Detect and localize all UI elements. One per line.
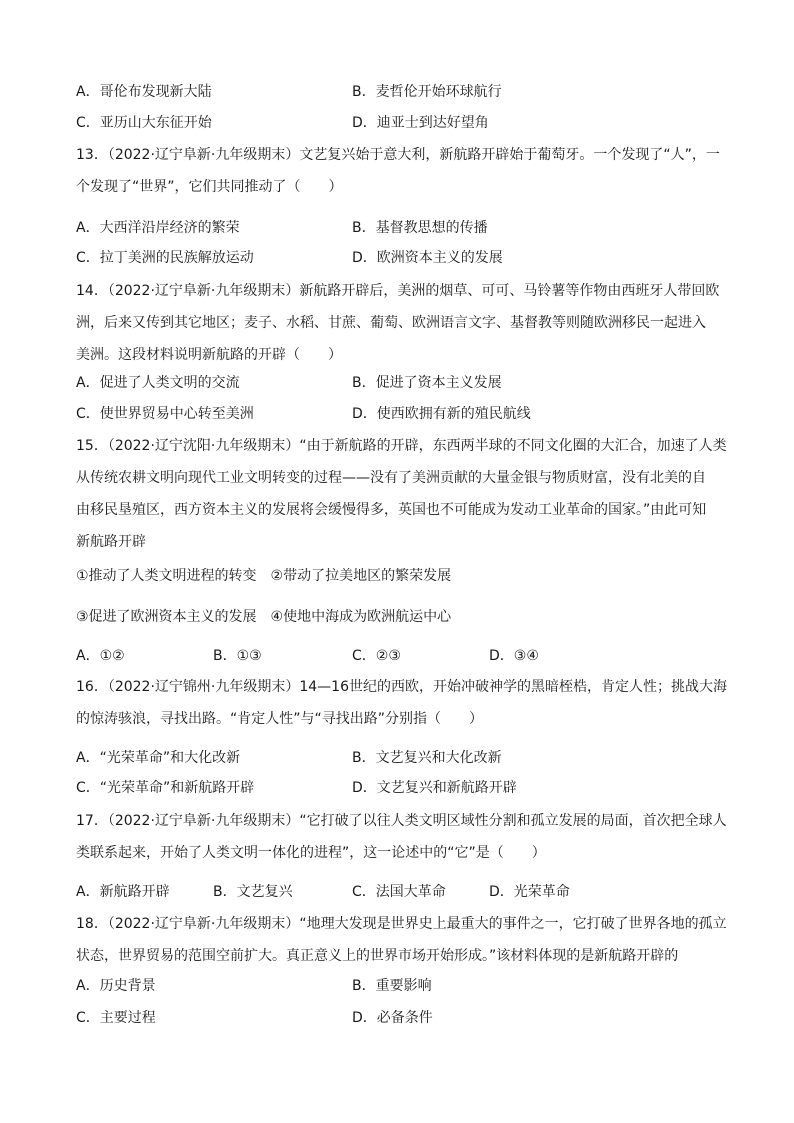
q14-option-c[interactable]: C．使世界贸易中心转至美洲 bbox=[76, 406, 254, 422]
q12-option-a[interactable]: A．哥伦布发现新大陆 bbox=[76, 84, 212, 100]
q16-stem-line: 的惊涛骇浪，寻找出路。“肯定人性”与“寻找出路”分别指（ ） bbox=[76, 711, 484, 727]
q13-stem-line: 个发现了“世界”，它们共同推动了（ ） bbox=[76, 179, 343, 195]
q15-stem-line: 由移民垦殖区，西方资本主义的发展将会缓慢得多，英国也不可能成为发动工业革命的国家。”由此可知 bbox=[76, 502, 707, 518]
q15-option-c[interactable]: C．②③ bbox=[352, 648, 401, 664]
q18-stem bbox=[76, 914, 727, 966]
q15-stem-line: 15．（2022·辽宁沈阳·九年级期末）“由于新航路的开辟，东西两半球的不同文化圈的大汇合，加速了人类 bbox=[76, 438, 727, 454]
q13-option-a[interactable]: A．大西洋沿岸经济的繁荣 bbox=[76, 220, 240, 236]
q14-stem-line: 美洲。这段材料说明新航路的开辟（ ） bbox=[76, 347, 342, 363]
q15-statement-line: ③促进了欧洲资本主义的发展 ④使地中海成为欧洲航运中心 bbox=[76, 609, 452, 625]
q12-option-c[interactable]: C．亚历山大东征开始 bbox=[76, 115, 212, 131]
q16-stem bbox=[76, 677, 727, 729]
q18-option-d[interactable]: D．必备条件 bbox=[352, 1010, 433, 1026]
q16-option-d[interactable]: D．文艺复兴和新航路开辟 bbox=[352, 780, 517, 796]
q12-option-d[interactable]: D．迪亚士到达好望角 bbox=[352, 115, 489, 131]
q12-option-b[interactable]: B．麦哲伦开始环球航行 bbox=[352, 84, 502, 100]
q13-stem bbox=[76, 145, 720, 197]
q16-option-a[interactable]: A．“光荣革命”和大化改新 bbox=[76, 750, 241, 766]
q15-option-a[interactable]: A．①② bbox=[76, 648, 125, 664]
q14-stem-line: 14．（2022·辽宁阜新·九年级期末）新航路开辟后，美洲的烟草、可可、马铃薯等作物由西班牙人带回欧 bbox=[76, 283, 720, 299]
q16-option-c[interactable]: C．“光荣革命”和新航路开辟 bbox=[76, 780, 255, 796]
q17-stem bbox=[76, 811, 727, 863]
q15-stem-line: 新航路开辟 bbox=[76, 534, 146, 550]
q16-option-b[interactable]: B．文艺复兴和大化改新 bbox=[352, 750, 502, 766]
q13-option-d[interactable]: D．欧洲资本主义的发展 bbox=[352, 250, 503, 266]
q14-option-a[interactable]: A．促进了人类文明的交流 bbox=[76, 375, 240, 391]
q18-option-a[interactable]: A．历史背景 bbox=[76, 978, 156, 994]
q17-option-b[interactable]: B．文艺复兴 bbox=[213, 884, 293, 900]
q14-stem-line: 洲，后来又传到其它地区；麦子、水稻、甘蔗、葡萄、欧洲语言文字、基督教等则随欧洲移民一起进入 bbox=[76, 315, 706, 331]
q15-option-b[interactable]: B．①③ bbox=[213, 648, 262, 664]
q18-option-b[interactable]: B．重要影响 bbox=[352, 978, 432, 994]
q17-stem-line: 类联系起来，开始了人类文明一体化的进程”，这一论述中的“它”是（ ） bbox=[76, 845, 546, 861]
q18-stem-line: 18．（2022·辽宁阜新·九年级期末）“地理大发现是世界史上最重大的事件之一，它打破了世界各地的孤立 bbox=[76, 916, 727, 932]
q15-statement-line: ①推动了人类文明进程的转变 ②带动了拉美地区的繁荣发展 bbox=[76, 568, 452, 584]
q13-option-b[interactable]: B．基督教思想的传播 bbox=[352, 220, 488, 236]
q16-stem-line: 16．（2022·辽宁锦州·九年级期末）14—16世纪的西欧，开始冲破神学的黑暗桎梏，肯定人性；挑战大海 bbox=[76, 679, 727, 695]
q18-stem-line: 状态，世界贸易的范围空前扩大。真正意义上的世界市场开始形成。”该材料体现的是新航路开辟的 bbox=[76, 948, 679, 964]
q14-option-b[interactable]: B．促进了资本主义发展 bbox=[352, 375, 502, 391]
q17-option-d[interactable]: D．光荣革命 bbox=[489, 884, 570, 900]
q14-stem bbox=[76, 281, 720, 365]
q17-stem-line: 17．（2022·辽宁阜新·九年级期末）“它打破了以往人类文明区域性分割和孤立发展的局面，首次把全球人 bbox=[76, 813, 727, 829]
q15-stem bbox=[76, 436, 727, 552]
q17-option-a[interactable]: A．新航路开辟 bbox=[76, 884, 170, 900]
q14-option-d[interactable]: D．使西欧拥有新的殖民航线 bbox=[352, 406, 531, 422]
q13-option-c[interactable]: C．拉丁美洲的民族解放运动 bbox=[76, 250, 254, 266]
q13-stem-line: 13．（2022·辽宁阜新·九年级期末）文艺复兴始于意大利，新航路开辟始于葡萄牙。一个发现了“人”，一 bbox=[76, 147, 720, 163]
q15-stem-line: 从传统农耕文明向现代工业文明转变的过程——没有了美洲贡献的大量金银与物质财富，没有北美的自 bbox=[76, 470, 706, 486]
q15-option-d[interactable]: D．③④ bbox=[489, 648, 539, 664]
q18-option-c[interactable]: C．主要过程 bbox=[76, 1010, 156, 1026]
q17-option-c[interactable]: C．法国大革命 bbox=[352, 884, 446, 900]
